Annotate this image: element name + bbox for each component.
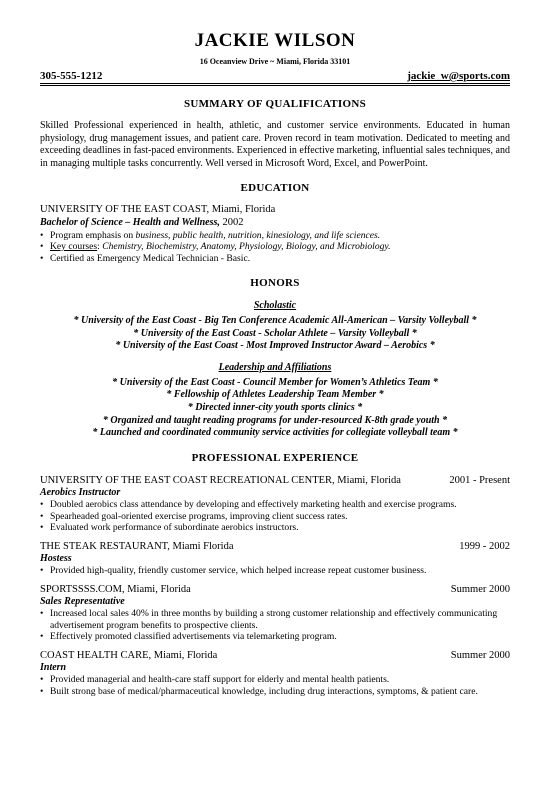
experience-title: PROFESSIONAL EXPERIENCE: [191, 451, 359, 464]
employer: UNIVERSITY OF THE EAST COAST RECREATIONAL CENTER, Miami, Florida: [40, 474, 401, 486]
honor-item: * University of the East Coast - Scholar Athlete – Varsity Volleyball *: [133, 327, 417, 339]
list-item: • Effectively promoted classified advertisements via telemarketing program.: [40, 631, 510, 643]
honor-item: * Directed inner-city youth sports clinics *: [187, 401, 363, 413]
job-entry: [40, 474, 510, 534]
address-line: 16 Oceanview Drive ~ Miami, Florida 33101: [199, 57, 351, 66]
scholastic-list: [40, 315, 510, 353]
degree-line: [40, 217, 510, 230]
list-item: • Built strong base of medical/pharmaceutical knowledge, including drug interactions, symptoms, & patient care.: [40, 686, 510, 698]
job-bullets: [40, 608, 510, 643]
list-item: • Certified as Emergency Medical Technician - Basic.: [40, 253, 510, 265]
employer: SPORTSSSS.COM, Miami, Florida: [40, 583, 191, 595]
job-role: Intern: [40, 662, 67, 674]
summary-title: SUMMARY OF QUALIFICATIONS: [183, 98, 367, 110]
honor-item: * University of the East Coast - Big Ten Conference Academic All-American – Varsity Volleyball *: [73, 314, 477, 326]
job-header: [40, 540, 510, 553]
job-dates: 2001 - Present: [449, 474, 510, 486]
education-list: [40, 230, 510, 265]
candidate-name: JACKIE WILSON: [194, 30, 356, 51]
job-entry: [40, 649, 510, 698]
contact-row: [40, 70, 510, 86]
list-item: • Evaluated work performance of subordinate aerobics instructors.: [40, 522, 510, 534]
job-entry: [40, 583, 510, 643]
degree-year: 2002: [219, 216, 244, 228]
education-title: EDUCATION: [240, 182, 310, 195]
job-dates: 1999 - 2002: [459, 541, 510, 553]
list-item: • Program emphasis on business, public health, nutrition, kinesiology, and life sciences.: [40, 230, 510, 242]
summary-text: Skilled Professional experienced in health, athletic, and customer service environments. Educated in human physiology, drug management issues, and patient care. Proven record in team motivation. Dedicated to meeting and exceeding deadlines in fast-paced environments. Experienced in effective marketing, influential sales techniques, and in managing multiple tasks concurrently. Well versed in Microsoft Word, Excel, and PowerPoint.: [40, 120, 510, 169]
job-dates: Summer 2000: [450, 650, 510, 662]
school-name: UNIVERSITY OF THE EAST COAST, Miami, Florida: [40, 204, 276, 216]
leadership-title: Leadership and Affiliations: [218, 361, 332, 373]
list-item: • Provided high-quality, friendly customer service, which helped increase repeat customer business.: [40, 565, 510, 577]
email-link[interactable]: jackie_w@sports.com: [407, 70, 510, 82]
honor-item: * University of the East Coast - Council Member for Women’s Athletics Team *: [112, 376, 438, 388]
list-item: • Doubled aerobics class attendance by developing and effectively marketing health and exercise programs.: [40, 499, 510, 511]
honors-title: HONORS: [250, 276, 300, 289]
honor-item: * Launched and coordinated community service activities for collegiate volleyball team *: [92, 427, 458, 439]
degree-name: Bachelor of Science – Health and Wellness,: [40, 216, 220, 228]
job-bullets: [40, 565, 510, 577]
job-role: Sales Representative: [40, 595, 125, 607]
phone-number: 305-555-1212: [40, 70, 103, 82]
list-item: • Increased local sales 40% in three months by building a strong customer relationship and effectively communicating advertisement program benefits to prospective clients.: [40, 608, 510, 632]
job-role: Aerobics Instructor: [40, 486, 121, 498]
employer: THE STEAK RESTAURANT, Miami Florida: [40, 541, 234, 553]
job-dates: Summer 2000: [450, 583, 510, 595]
job-header: [40, 474, 510, 487]
honor-item: * Organized and taught reading programs for under-resourced K-8th grade youth *: [102, 414, 448, 426]
honor-item: * Fellowship of Athletes Leadership Team Member *: [166, 389, 384, 401]
job-role: Hostess: [40, 553, 72, 565]
list-item: • Provided managerial and health-care staff support for elderly and mental health patients.: [40, 674, 510, 686]
scholastic-title: Scholastic: [253, 299, 297, 311]
job-header: [40, 649, 510, 662]
job-bullets: [40, 674, 510, 698]
list-item: • Key courses: Chemistry, Biochemistry, Anatomy, Physiology, Biology, and Microbiology.: [40, 241, 510, 253]
job-header: [40, 583, 510, 596]
leadership-list: [40, 377, 510, 440]
employer: COAST HEALTH CARE, Miami, Florida: [40, 650, 218, 662]
honor-item: * University of the East Coast - Most Improved Instructor Award – Aerobics *: [115, 340, 435, 352]
job-bullets: [40, 499, 510, 534]
list-item: • Spearheaded goal-oriented exercise programs, improving client success rates.: [40, 511, 510, 523]
job-entry: [40, 540, 510, 577]
